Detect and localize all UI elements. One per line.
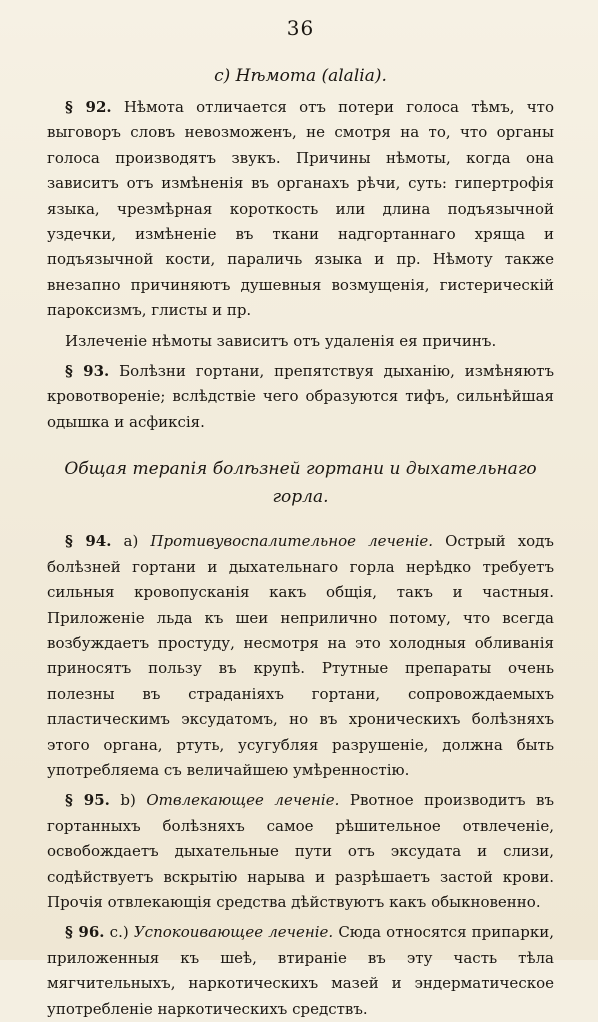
therapy-title: Противувоспалительное леченіе. (150, 532, 434, 551)
item-letter: a) (123, 532, 139, 551)
paragraph-text: Болѣзни гортани, препятствуя дыханію, измѣняютъ кровотвореніе; вслѣдствіе чего образуются тифъ, сильнѣйшая одышка и асфиксія. (47, 362, 554, 431)
therapy-title: Успокоивающее леченіе. (133, 923, 334, 942)
therapy-title: Отвлекающее леченіе. (146, 791, 340, 810)
paragraph-text: Рвотное производитъ въ гортанныхъ болѣзняхъ самое рѣшительное отвлеченіе, освобождаетъ дыхательные пути отъ эксудата и слизи, содѣйствуетъ вскрытію нарыва и разрѣшаетъ застой крови. Прочія отвлекающія средства дѣйствуютъ какъ обыкновенно. (47, 791, 554, 911)
section-number: § 96. (65, 923, 105, 942)
paragraph-text: Нѣмота отличается отъ потери голоса тѣмъ, что выговоръ словъ невозможенъ, не смотря на то, что органы голоса производятъ звукъ. Причины нѣмоты, когда она зависитъ отъ измѣненія въ органахъ рѣчи, суть: гипертрофія языка, чрезмѣрная короткость или длина подъязычной уздечки, измѣненіе въ ткани надгортаннаго хряща и подъязычной кости, параличь языка и пр. Нѣмоту также внезапно причиняютъ душевныя возмущенія, гистерическій пароксизмъ, глисты и пр. (47, 98, 554, 320)
section-number: § 92. (65, 98, 112, 116)
item-letter: c.) (109, 923, 129, 942)
section-number: § 94. (65, 532, 112, 551)
paragraph-text: Излеченіе нѣмоты зависитъ отъ удаленія ея причинъ. (65, 331, 497, 350)
section-number: § 95. (65, 791, 110, 810)
section-number: § 93. (65, 362, 110, 381)
paragraph-92 (47, 95, 554, 324)
paragraph-95 (47, 788, 554, 915)
subsection-heading: Общая терапія болѣзней гортани и дыхательнаго горла. (64, 459, 537, 508)
page-number: 36 (286, 16, 315, 40)
paragraph-96 (47, 920, 554, 1022)
paragraph-text: Острый ходъ болѣзней гортани и дыхательнаго горла нерѣдко требуетъ сильныя кровопусканія какъ общія, такъ и частныя. Приложеніе льда къ шеи неприлично потому, что всегда возбуждаетъ простуду, несмотря на это холодныя обливанія приносятъ пользу въ крупѣ. Ртутные препараты очень полезны въ страданіяхъ гортани, сопровождаемыхъ пластическимъ эксудатомъ, но въ хроническихъ болѣзняхъ этого органа, ртуть, усугубляя разрушеніе, должна быть употребляема съ величайшею умѣренностію. (47, 532, 554, 779)
item-letter: b) (120, 791, 136, 810)
paragraph-94 (47, 529, 554, 783)
paragraph-text: Сюда относятся припарки, приложенныя къ шеѣ, втираніе въ эту часть тѣла мягчительныхъ, наркотическихъ мазей и эндерматическое употребленіе наркотическихъ средствъ. (47, 923, 554, 1018)
paragraph-treatment (47, 329, 554, 354)
section-heading: c) Нѣмота (alalia). (214, 66, 387, 86)
paragraph-93 (47, 359, 554, 435)
